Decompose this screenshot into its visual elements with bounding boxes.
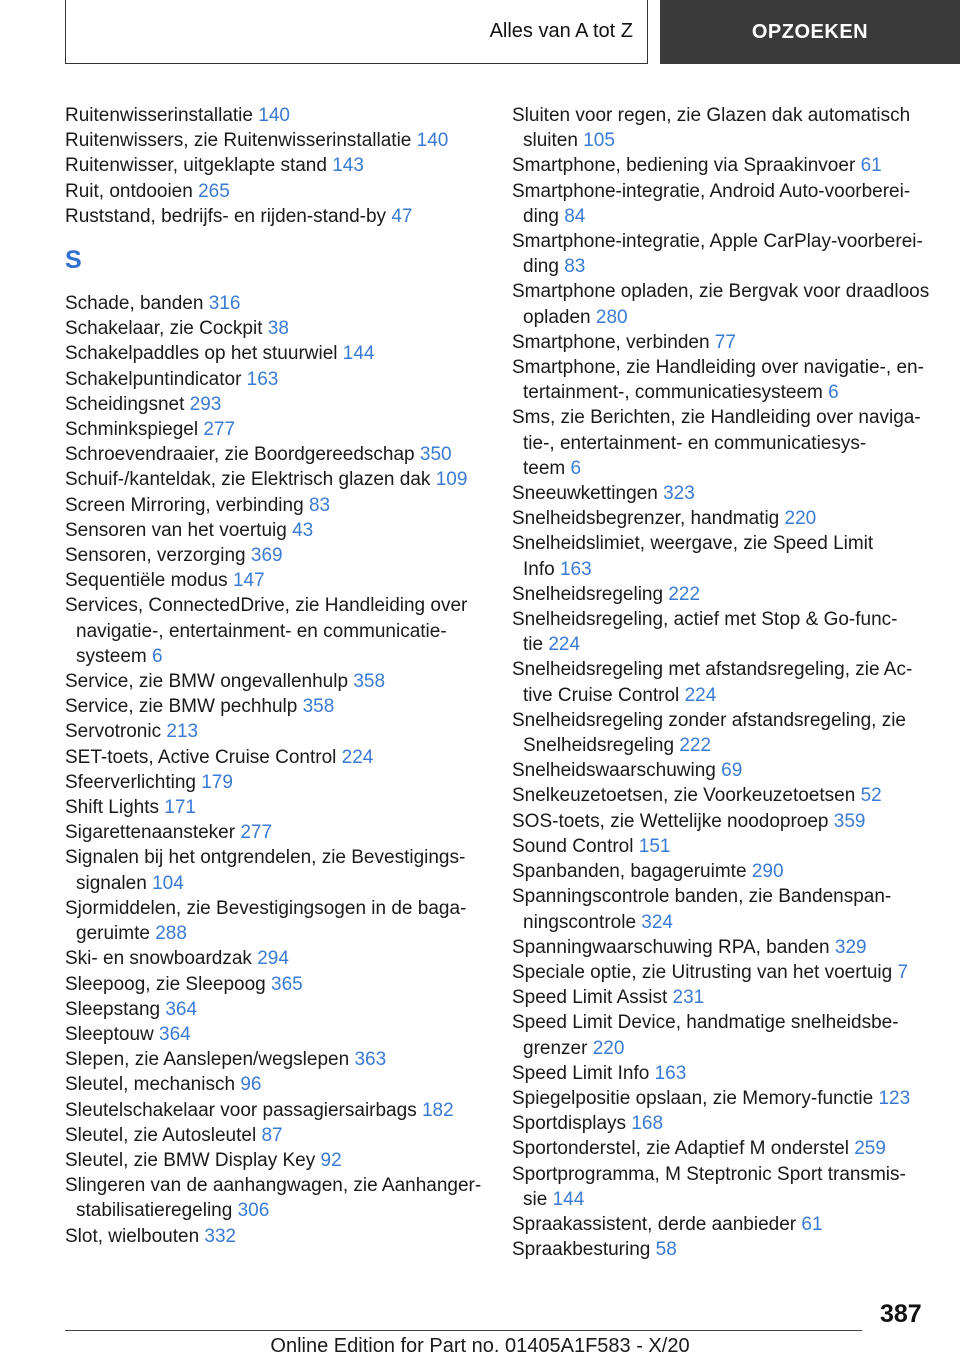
page-reference-link[interactable]: 364 [165,998,198,1020]
page-reference-link[interactable]: 43 [292,519,314,541]
page-reference-link[interactable]: 140 [416,130,449,152]
index-entry [512,153,942,178]
index-entry [512,1086,942,1111]
index-entry [65,392,485,417]
index-entry-text: Service, zie BMW pechhulp [65,696,303,718]
index-entry [65,946,485,971]
index-entry-text: Sleutel, zie Autosleutel [65,1124,262,1146]
index-entry-text: Snelheidswaarschuwing [512,760,722,782]
index-entry-text: Sensoren, verzorging [65,545,251,567]
index-entry-text: Screen Mirroring, verbinding [65,494,309,516]
page-reference-link[interactable]: 277 [240,822,273,844]
index-entry-text: Snelheidsregeling, actief met Stop & Go-func- [512,609,898,631]
index-entry-text: Scheidingsnet [65,393,190,415]
index-entry-text: Sfeerverlichting [65,771,202,793]
page-reference-link[interactable]: 105 [583,130,615,152]
page-reference-link[interactable]: 350 [419,444,452,466]
index-entry [512,809,942,834]
index-entry-text: Servotronic [65,721,167,743]
page-reference-link[interactable]: 259 [854,1138,886,1160]
page-reference-link[interactable]: 324 [641,911,673,933]
index-entry-text: Spiegelpositie opslaan, zie Memory-functie [512,1087,879,1109]
index-entry-text: Sleutel, zie BMW Display Key [65,1149,321,1171]
page-reference-link[interactable]: 38 [267,318,289,340]
index-entry [512,1136,942,1161]
footer-edition-text: Online Edition for Part no. 01405A1F583 - X/20 [270,1335,690,1357]
index-entry [65,745,485,770]
index-entry [65,669,485,694]
page-reference-link[interactable]: 224 [684,684,717,706]
index-entry [65,1123,485,1148]
index-entry-text: Smartphone-integratie, Apple CarPlay-voorberei- [512,231,923,253]
index-entry [512,859,942,884]
index-entry-text: Sleeptouw [65,1023,160,1045]
page-reference-link[interactable]: 171 [164,797,196,819]
index-entry-text: Snelkeuzetoetsen, zie Voorkeuzetoetsen [512,785,861,807]
index-entry-text: Spraakassistent, derde aanbieder [512,1213,802,1235]
page-reference-link[interactable]: 144 [552,1188,585,1210]
page-reference-link[interactable]: 151 [638,835,671,857]
index-entry-text: opladen [523,306,596,328]
index-entry [512,758,942,783]
index-entry-text: Sportprogramma, M Steptronic Sport transmis- [512,1163,906,1185]
index-entry [512,531,942,581]
index-entry [65,1148,485,1173]
section-letter: S [65,246,82,275]
page-reference-link[interactable]: 220 [784,508,817,530]
index-entry-text: Speed Limit Info [512,1062,655,1084]
index-entry-text: Snelheidsregeling [523,735,680,757]
index-entry [65,518,485,543]
page-reference-link[interactable]: 87 [261,1124,283,1146]
index-entry [512,1061,942,1086]
index-entry-text: Slingeren van de aanhangwagen, zie Aanhanger- [65,1175,482,1197]
index-entry-text: Sportdisplays [512,1113,632,1135]
index-entry-text: Schuif-/kanteldak, zie Elektrisch glazen dak [65,469,436,491]
index-entry [65,179,485,204]
index-entry-text: Schroevendraaier, zie Boordgereedschap [65,444,420,466]
index-entry [512,506,942,531]
page-reference-link[interactable]: 6 [152,645,163,667]
page-reference-link[interactable]: 358 [302,696,335,718]
index-entry [65,316,485,341]
page-reference-link[interactable]: 83 [308,494,331,516]
index-entry-text: Smartphone opladen, zie Bergvak voor draadloos [512,281,930,303]
page-reference-link[interactable]: 144 [342,343,375,365]
page-reference-link[interactable]: 58 [655,1239,677,1261]
index-entry [512,1212,942,1237]
index-entry [65,128,485,153]
index-entry [65,719,485,744]
index-entry [65,568,485,593]
page-reference-link[interactable]: 7 [897,961,909,983]
index-entry-text: Snelheidslimiet, weergave, zie Speed Limit [512,533,874,555]
page-reference-link[interactable]: 222 [679,735,712,757]
index-entry [65,367,485,392]
index-entry-text: Service, zie BMW ongevallenhulp [65,671,354,693]
index-entry-text: Ski- en snowboardzak [65,948,258,970]
page-reference-link[interactable]: 363 [354,1049,387,1071]
index-entry-text: Spraakbesturing [512,1239,656,1261]
index-entry [512,1111,942,1136]
page-reference-link[interactable]: 61 [860,155,882,177]
index-entry-text: Ruitenwissers, zie Ruitenwisserinstallatie [65,130,417,152]
index-entry-text: Smartphone-integratie, Android Auto-voorberei- [512,180,911,202]
page-reference-link[interactable]: 84 [564,205,586,227]
index-entry [65,153,485,178]
index-entry [512,179,942,229]
page-reference-link[interactable]: 277 [203,419,236,441]
page-reference-link[interactable]: 222 [668,583,701,605]
index-entry-text: Speed Limit Device, handmatige snelheidsbe- [512,1012,899,1034]
index-entry-text: Smartphone, bediening via Spraakinvoer [512,155,861,177]
index-entry-text: Shift Lights [65,797,165,819]
index-entry-text: Sneeuwkettingen [512,483,664,505]
index-entry [65,845,485,895]
index-entry [65,896,485,946]
page-reference-link[interactable]: 140 [258,105,290,126]
index-entry-text: Sportonderstel, zie Adaptief M onderstel [512,1138,855,1160]
index-entry-text: sie [523,1188,553,1210]
index-entry [65,997,485,1022]
index-entry-text: Smartphone, zie Handleiding over navigatie-, en- [512,357,924,379]
page-reference-link[interactable]: 6 [570,457,582,479]
page-reference-link[interactable]: 358 [353,671,386,693]
index-entry [65,341,485,366]
index-entry [512,935,942,960]
index-entry-text: Sleepoog, zie Sleepoog [65,973,271,995]
index-entry [512,229,942,279]
index-entry [512,103,942,153]
index-entry-text: tertainment-, communicatiesysteem [523,382,829,404]
index-entry [512,405,942,481]
index-entry-text: Sigarettenaansteker [65,822,241,844]
page-reference-link[interactable]: 231 [672,987,705,1009]
index-entry-text: ningscontrole [523,911,642,933]
page-reference-link[interactable]: 294 [257,948,289,970]
page-reference-link[interactable]: 163 [654,1062,687,1084]
index-entry [65,593,485,669]
page-reference-link[interactable]: 332 [204,1225,237,1247]
page-reference-link[interactable]: 179 [201,771,233,793]
index-entry [65,442,485,467]
index-entry [512,355,942,405]
index-entry [512,481,942,506]
page-reference-link[interactable]: 323 [663,483,695,505]
page-reference-link[interactable]: 369 [250,545,283,567]
index-entry-text: systeem [76,645,153,667]
index-entry [512,657,942,707]
page-reference-link[interactable]: 47 [391,205,413,227]
index-entry-text: Schade, banden [65,293,209,315]
page-reference-link[interactable]: 182 [421,1099,454,1121]
index-entry [65,1022,485,1047]
page-reference-link[interactable]: 224 [548,634,581,656]
index-entry [65,1173,485,1223]
page-reference-link[interactable]: 109 [435,469,468,491]
index-entry-text: SET-toets, Active Cruise Control [65,746,342,768]
index-entry-text: Spanningscontrole banden, zie Bandenspan- [512,886,892,908]
index-entry [65,543,485,568]
page-reference-link[interactable]: 6 [828,382,839,404]
index-entry-text: Ruitenwisser, uitgeklapte stand [65,155,333,177]
index-column-right [512,103,942,1262]
index-entry-text: teem [523,457,571,479]
index-entry [65,467,485,492]
index-entry [65,204,485,229]
index-entry-text: sluiten [523,130,584,152]
section-tab-label: Alles van A tot Z [489,20,633,42]
page-reference-link[interactable]: 168 [631,1113,664,1135]
page-reference-link[interactable]: 96 [240,1074,262,1096]
index-entry [512,985,942,1010]
page-reference-link[interactable]: 365 [271,973,303,995]
index-entry-text: Sleutelschakelaar voor passagiersairbags [65,1099,422,1121]
page-number: 387 [880,1300,922,1328]
index-entry [65,103,485,128]
footer-divider [65,1330,862,1331]
index-entry-text: Schakelpaddles op het stuurwiel [65,343,343,365]
index-entry [65,417,485,442]
index-entry-text: stabilisatieregeling [76,1200,238,1222]
page-reference-link[interactable]: 147 [232,570,265,592]
index-entry-text: Sluiten voor regen, zie Glazen dak automatisch [512,105,911,126]
page-reference-link[interactable]: 265 [198,180,230,202]
index-entry-text: Speciale optie, zie Uitrusting van het voertuig [512,961,898,983]
page-reference-link[interactable]: 364 [159,1023,191,1045]
page-reference-link[interactable]: 163 [246,368,279,390]
index-entry-text: Sms, zie Berichten, zie Handleiding over naviga- [512,407,921,429]
page-reference-link[interactable]: 123 [878,1087,911,1109]
index-entry-text: tie [523,634,549,656]
index-entry-text: Smartphone, verbinden [512,331,715,353]
index-entry [65,1072,485,1097]
index-entry-text: Spanningwaarschuwing RPA, banden [512,936,835,958]
index-entry [512,607,942,657]
index-entry-text: Sensoren van het voertuig [65,519,293,541]
page-reference-link[interactable]: 224 [341,746,374,768]
index-entry-text: Ruitenwisserinstallatie [65,105,259,126]
index-entry-text: Schakelpuntindicator [65,368,247,390]
index-entry [65,820,485,845]
index-entry [512,1010,942,1060]
index-entry-text: Sjormiddelen, zie Bevestigingsogen in de baga- [65,897,467,919]
index-entry [65,1224,485,1249]
index-entry [512,960,942,985]
page-reference-link[interactable]: 213 [166,721,199,743]
index-entry [512,1237,942,1262]
page-reference-link[interactable]: 359 [833,810,866,832]
index-entry [512,783,942,808]
page-reference-link[interactable]: 143 [332,155,364,177]
index-entry [512,708,942,758]
page-reference-link[interactable]: 329 [834,936,867,958]
page-reference-link[interactable]: 290 [751,861,784,883]
index-entry-text: tive Cruise Control [523,684,685,706]
index-entry-text: Info [523,558,560,580]
index-entry-text: SOS-toets, zie Wettelijke noodoproep [512,810,834,832]
index-entry-text: signalen [76,872,153,894]
index-entry-text: Spanbanden, bagageruimte [512,861,752,883]
index-column-left [65,103,485,1249]
active-tab-label: OPZOEKEN [751,20,869,43]
section-tab[interactable] [65,0,648,64]
page-reference-link[interactable]: 293 [189,393,222,415]
index-entry-text: Sound Control [512,835,639,857]
page-reference-link[interactable]: 316 [208,293,241,315]
page-reference-link[interactable]: 288 [155,923,187,945]
index-entry-text: Snelheidsregeling [512,583,669,605]
index-entry-text: Schakelaar, zie Cockpit [65,318,268,340]
page-reference-link[interactable]: 306 [237,1200,270,1222]
index-entry [65,770,485,795]
index-entry [65,1098,485,1123]
index-entry [65,1047,485,1072]
index-entry-text: navigatie-, entertainment- en communicatie- [76,620,447,642]
index-entry-text: Schminkspiegel [65,419,204,441]
index-entry-text: Sleutel, mechanisch [65,1074,241,1096]
index-entry-text: Ruststand, bedrijfs- en rijden-stand-by [65,205,392,227]
page-reference-link[interactable]: 83 [564,256,586,278]
index-entry-text: Sequentiële modus [65,570,233,592]
page-reference-link[interactable]: 77 [714,331,736,353]
index-entry [65,493,485,518]
index-entry [512,834,942,859]
page-reference-link[interactable]: 61 [801,1213,823,1235]
index-entry [65,795,485,820]
index-entry-text: ding [523,205,565,227]
page-reference-link[interactable]: 52 [860,785,882,807]
index-entry-text: Services, ConnectedDrive, zie Handleiding over [65,595,468,617]
index-entry-text: Speed Limit Assist [512,987,673,1009]
page-reference-link[interactable]: 220 [592,1037,625,1059]
page-reference-link[interactable]: 104 [152,872,184,894]
page-reference-link[interactable]: 69 [721,760,743,782]
index-entry-text: Signalen bij het ontgrendelen, zie Bevestigings- [65,847,466,869]
page-reference-link[interactable]: 92 [320,1149,342,1171]
index-entry [65,972,485,997]
index-entry-text: Snelheidsregeling zonder afstandsregeling, zie [512,709,906,731]
index-entry [65,291,485,316]
index-entry [512,279,942,329]
index-entry [65,694,485,719]
index-entry-text: Sleepstang [65,998,166,1020]
index-entry-text: Ruit, ontdooien [65,180,199,202]
index-entry [512,884,942,934]
index-entry-text: tie-, entertainment- en communicatiesys- [523,432,867,454]
index-entry-text: Snelheidsregeling met afstandsregeling, zie Ac- [512,659,913,681]
index-entry [512,1162,942,1212]
active-tab[interactable] [660,0,960,64]
index-entry [512,330,942,355]
index-entry-text: geruimte [76,923,156,945]
index-entry-text: Snelheidsbegrenzer, handmatig [512,508,785,530]
index-entry-text: grenzer [523,1037,593,1059]
index-entry [512,582,942,607]
index-entry-text: ding [523,256,565,278]
page-reference-link[interactable]: 280 [595,306,628,328]
index-entry-text: Slepen, zie Aanslepen/wegslepen [65,1049,355,1071]
index-entry-text: Slot, wielbouten [65,1225,205,1247]
page-reference-link[interactable]: 163 [559,558,592,580]
